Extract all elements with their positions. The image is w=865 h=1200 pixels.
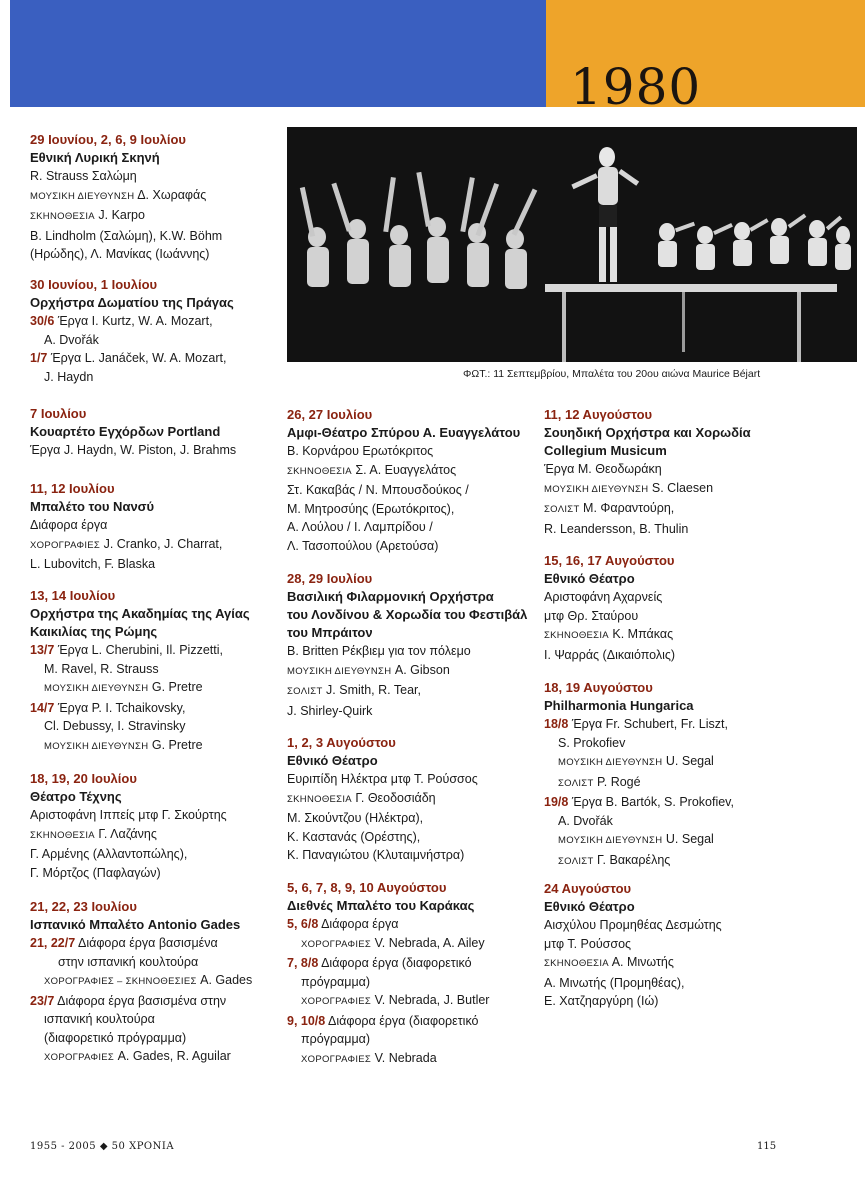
event-entry [544, 880, 722, 1011]
event-venue: Ορχήστρα Δωματίου της Πράγας [30, 295, 234, 310]
event-venue: Σουηδική Ορχήστρα και Χορωδία [544, 425, 751, 440]
event-line: Β. Κορνάρου Ερωτόκριτος [287, 444, 434, 458]
event-line: Διάφορα έργα [30, 518, 108, 532]
event-entry [287, 570, 527, 720]
event-line: J. Haydn [44, 369, 94, 384]
event-line: Αισχύλου Προμηθέας Δεσμώτης [544, 918, 722, 932]
ballet-photo [287, 127, 857, 362]
event-date: 29 Ιουνίου, 2, 6, 9 Ιουλίου [30, 132, 186, 147]
event-line: 14/7 Έργα P. I. Tchaikovsky, [30, 700, 186, 715]
event-venue: Ισπανικό Μπαλέτο Antonio Gades [30, 917, 241, 932]
event-entry [30, 405, 236, 460]
event-line: ΣΟΛΙΣΤ Γ. Βακαρέλης [558, 852, 671, 867]
event-line: B. Lindholm (Σαλώμη), K.W. Böhm [30, 228, 223, 243]
event-line: S. Prokofiev [558, 735, 626, 750]
event-line: Γ. Αρμένης (Αλλαντοπώλης), [30, 847, 188, 861]
event-date: 11, 12 Αυγούστου [544, 407, 653, 422]
event-line: 1/7 Έργα L. Janáček, W. A. Mozart, [30, 351, 227, 365]
event-entry [30, 131, 222, 264]
event-line: ΧΟΡΟΓΡΑΦΙΕΣ V. Nebrada [301, 1050, 437, 1065]
event-entry [287, 879, 489, 1069]
event-line: ΜΟΥΣΙΚΗ ΔΙΕΥΘΥΝΣΗ U. Segal [558, 754, 714, 768]
event-line: 21, 22/7 Διάφορα έργα βασισμένα [30, 936, 218, 950]
event-line: ΣΚΗΝΟΘΕΣΙΑ Σ. Α. Ευαγγελάτος [287, 462, 457, 477]
event-line: M. Ravel, R. Strauss [44, 661, 159, 676]
event-entry [544, 679, 734, 871]
event-entry [30, 770, 227, 882]
event-line: ΜΟΥΣΙΚΗ ΔΙΕΥΘΥΝΣΗ G. Pretre [44, 737, 203, 752]
event-entry [30, 587, 250, 756]
event-entry [287, 406, 520, 555]
event-line: ΣΚΗΝΟΘΕΣΙΑ Α. Μινωτής [544, 955, 674, 969]
event-line: ΧΟΡΟΓΡΑΦΙΕΣ V. Nebrada, A. Ailey [301, 935, 485, 950]
event-line: μτφ Θρ. Σταύρου [544, 608, 639, 623]
footer-anniversary: 1955 - 2005 ◆ 50 ΧΡΟΝΙΑ [30, 1141, 175, 1152]
event-venue: Ορχήστρα της Ακαδημίας της Αγίας [30, 606, 250, 621]
event-line: Γ. Μόρτζος (Παφλαγών) [30, 865, 161, 880]
event-line: 5, 6/8 Διάφορα έργα [287, 917, 399, 931]
event-line: ΧΟΡΟΓΡΑΦΙΕΣ – ΣΚΗΝΟΘΕΣΙΕΣ A. Gades [44, 973, 253, 987]
event-line: ΣΟΛΙΣΤ Μ. Φαραντούρη, [544, 501, 675, 515]
event-line: Μ. Σκούντζου (Ηλέκτρα), [287, 811, 424, 825]
event-date: 26, 27 Ιουλίου [287, 407, 373, 422]
event-line: Ε. Χατζηαργύρη (Ιώ) [544, 994, 659, 1008]
event-line: ΧΟΡΟΓΡΑΦΙΕΣ J. Cranko, J. Charrat, [30, 536, 223, 551]
event-venue: Philharmonia Hungarica [544, 698, 694, 713]
event-line: ΜΟΥΣΙΚΗ ΔΙΕΥΘΥΝΣΗ A. Gibson [287, 662, 450, 677]
event-line: Έργα J. Haydn, W. Piston, J. Brahms [30, 443, 237, 457]
event-line: 30/6 Έργα I. Kurtz, W. A. Mozart, [30, 314, 213, 328]
event-line: Έργα Μ. Θεοδωράκη [544, 462, 662, 476]
event-line: Στ. Κακαβάς / Ν. Μπουσδούκος / [287, 483, 469, 497]
event-line: A. Dvořák [558, 813, 613, 828]
event-line: Ι. Ψαρράς (Δικαιόπολις) [544, 647, 676, 662]
event-line: πρόγραμμα) [301, 1032, 371, 1046]
event-line: 18/8 Έργα Fr. Schubert, Fr. Liszt, [544, 717, 728, 731]
event-line: Α. Λούλου / Ι. Λαμπρίδου / [287, 520, 433, 534]
event-date: 24 Αυγούστου [544, 881, 632, 896]
event-venue: Βασιλική Φιλαρμονική Ορχήστρα [287, 589, 494, 604]
event-line: ισπανική κουλτούρα [44, 1012, 155, 1026]
event-entry [30, 898, 252, 1068]
event-line: ΣΚΗΝΟΘΕΣΙΑ Κ. Μπάκας [544, 627, 674, 641]
event-line: ΜΟΥΣΙΚΗ ΔΙΕΥΘΥΝΣΗ U. Segal [558, 832, 714, 846]
event-line: πρόγραμμα) [301, 974, 371, 989]
event-venue: του Λονδίνου & Χορωδία του Φεστιβάλ [287, 607, 528, 622]
event-line: ΣΚΗΝΟΘΕΣΙΑ J. Karpo [30, 208, 145, 222]
event-line: ΧΟΡΟΓΡΑΦΙΕΣ A. Gades, R. Aguilar [44, 1049, 231, 1063]
event-line: 7, 8/8 Διάφορα έργα (διαφορετικό [287, 956, 472, 970]
event-line: 23/7 Διάφορα έργα βασισμένα στην [30, 993, 227, 1008]
event-line: 13/7 Έργα L. Cherubini, Il. Pizzetti, [30, 643, 223, 657]
event-line: ΜΟΥΣΙΚΗ ΔΙΕΥΘΥΝΣΗ S. Claesen [544, 480, 714, 495]
event-line: Μ. Μητροσύης (Ερωτόκριτος), [287, 501, 455, 516]
event-entry [287, 734, 478, 865]
event-venue: του Μπράιτον [287, 625, 373, 640]
event-venue: Εθνικό Θέατρο [287, 753, 378, 768]
event-venue: Εθνική Λυρική Σκηνή [30, 150, 160, 165]
event-entry [30, 480, 222, 574]
event-line: μτφ Τ. Ρούσσος [544, 936, 632, 951]
event-entry [544, 552, 675, 664]
event-line: (Ηρώδης), Λ. Μανίκας (Ιωάννης) [30, 247, 210, 261]
event-line: ΣΚΗΝΟΘΕΣΙΑ Γ. Θεοδοσιάδη [287, 790, 436, 805]
event-line: Α. Μινωτής (Προμηθέας), [544, 975, 685, 990]
event-date: 30 Ιουνίου, 1 Ιουλίου [30, 277, 158, 292]
event-line: R. Strauss Σαλώμη [30, 169, 137, 183]
event-line: (διαφορετικό πρόγραμμα) [44, 1030, 187, 1045]
event-venue: Μπαλέτο του Νανσύ [30, 499, 155, 514]
event-date: 21, 22, 23 Ιουλίου [30, 899, 137, 914]
event-line: ΣΚΗΝΟΘΕΣΙΑ Γ. Λαζάνης [30, 826, 157, 841]
event-line: στην ισπανική κουλτούρα [58, 954, 199, 969]
event-date: 13, 14 Ιουλίου [30, 588, 116, 603]
event-date: 28, 29 Ιουλίου [287, 571, 373, 586]
event-line: 9, 10/8 Διάφορα έργα (διαφορετικό [287, 1013, 479, 1028]
event-line: Κ. Παναγιώτου (Κλυταιμνήστρα) [287, 848, 465, 862]
event-venue: Θέατρο Τέχνης [30, 789, 122, 804]
event-date: 11, 12 Ιουλίου [30, 481, 115, 496]
event-venue: Αμφι-Θέατρο Σπύρου Α. Ευαγγελάτου [287, 425, 521, 440]
event-date: 18, 19 Αυγούστου [544, 680, 653, 695]
event-line: Ευριπίδη Ηλέκτρα μτφ Τ. Ρούσσος [287, 772, 478, 786]
event-line: ΜΟΥΣΙΚΗ ΔΙΕΥΘΥΝΣΗ G. Pretre [44, 680, 203, 694]
header-band-blue [10, 0, 546, 107]
event-venue: Κουαρτέτο Εγχόρδων Portland [30, 424, 221, 439]
event-venue: Διεθνές Μπαλέτο του Καράκας [287, 898, 475, 913]
event-line: ΣΟΛΙΣΤ J. Smith, R. Tear, [287, 683, 421, 697]
event-venue: Καικιλίας της Ρώμης [30, 624, 158, 639]
event-line: J. Shirley-Quirk [287, 703, 373, 718]
event-line: R. Leandersson, B. Thulin [544, 521, 689, 536]
event-line: 19/8 Έργα B. Bartók, S. Prokofiev, [544, 795, 734, 809]
event-venue: Εθνικό Θέατρο [544, 899, 635, 914]
event-line: Αριστοφάνη Αχαρνείς [544, 590, 663, 604]
event-date: 1, 2, 3 Αυγούστου [287, 735, 396, 750]
event-line: B. Britten Ρέκβιεμ για τον πόλεμο [287, 644, 471, 658]
event-line: Cl. Debussy, I. Stravinsky [44, 719, 186, 733]
event-line: ΜΟΥΣΙΚΗ ΔΙΕΥΘΥΝΣΗ Δ. Χωραφάς [30, 187, 207, 202]
page-number: 115 [757, 1141, 777, 1152]
event-line: ΣΟΛΙΣΤ P. Rogé [558, 774, 641, 789]
event-date: 18, 19, 20 Ιουλίου [30, 771, 137, 786]
year-title: 1980 [570, 58, 702, 116]
photo-caption: ΦΩΤ.: 11 Σεπτεμβρίου, Μπαλέτα του 20ου αιώνα Maurice Béjart [463, 368, 761, 380]
event-line: A. Dvořák [44, 332, 99, 347]
event-line: Αριστοφάνη Ιππείς μτφ Γ. Σκούρτης [30, 808, 227, 822]
event-entry [544, 406, 751, 538]
event-venue: Collegium Musicum [544, 443, 667, 458]
event-line: ΧΟΡΟΓΡΑΦΙΕΣ V. Nebrada, J. Butler [301, 993, 490, 1007]
event-entry [30, 276, 234, 386]
event-line: Κ. Καστανάς (Ορέστης), [287, 829, 421, 844]
event-venue: Εθνικό Θέατρο [544, 571, 635, 586]
event-line: Λ. Τασοπούλου (Αρετούσα) [287, 538, 439, 553]
event-date: 5, 6, 7, 8, 9, 10 Αυγούστου [287, 880, 447, 895]
event-line: L. Lubovitch, F. Blaska [30, 557, 156, 571]
event-date: 15, 16, 17 Αυγούστου [544, 553, 675, 568]
event-date: 7 Ιουλίου [30, 406, 87, 421]
